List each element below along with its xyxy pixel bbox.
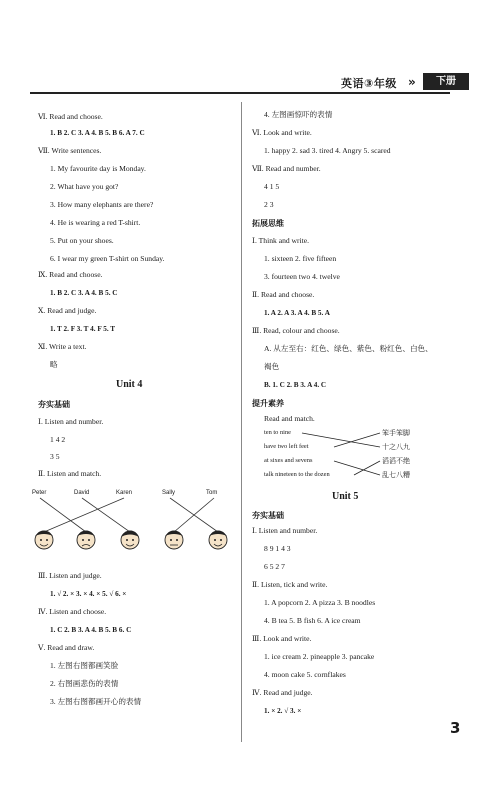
header-volume-badge: 下册 — [423, 73, 469, 90]
list-item: 3. How many elephants are there? — [50, 200, 154, 209]
list-item: 4. 左图画惊吓的表情 — [264, 110, 333, 119]
name-label: Peter — [32, 490, 47, 496]
unit-title: Unit 5 — [332, 491, 359, 502]
list-item: 2. What have you got? — [50, 182, 119, 191]
idiom-match — [264, 428, 464, 484]
answer-line: 1. B 2. C 3. A 4. B 5. B 6. A 7. C — [50, 129, 145, 137]
match-right-item: 乱七八糟 — [382, 471, 410, 479]
section-title: Ⅸ. Read and choose. — [38, 270, 103, 279]
answer-line: 1. C 2. B 3. A 4. B 5. B 6. C — [50, 626, 132, 634]
answer-line: 1. √ 2. × 3. × 4. × 5. √ 6. × — [50, 590, 127, 598]
idiom-match-lines — [264, 428, 464, 484]
answer-line: 3. fourteen two 4. twelve — [264, 272, 340, 281]
match-lines — [28, 488, 238, 558]
answer-line: 4. B tea 5. B fish 6. A ice cream — [264, 616, 361, 625]
section-title: Ⅹ. Read and judge. — [38, 306, 97, 315]
answer-line: 1 4 2 — [50, 435, 66, 444]
match-left-item: talk nineteen to the dozen — [264, 471, 330, 478]
list-item: 1. My favourite day is Monday. — [50, 164, 146, 173]
chevron-right-icon: » — [408, 75, 416, 89]
header-rule — [30, 92, 450, 94]
page-number: 3 — [450, 719, 461, 737]
name-label: Sally — [162, 490, 176, 496]
section-title: Ⅵ. Look and write. — [252, 128, 312, 137]
answer-line: 1. A popcorn 2. A pizza 3. B noodles — [264, 598, 376, 607]
column-divider — [241, 102, 242, 742]
section-title: Ⅵ. Read and choose. — [38, 112, 103, 121]
answer-line: 1. happy 2. sad 3. tired 4. Angry 5. scared — [264, 146, 391, 155]
answer-line: 2 3 — [264, 200, 274, 209]
match-right-item: 笨手笨脚 — [382, 429, 410, 437]
section-heading: 拓展思维 — [252, 219, 284, 228]
name-label: Tom — [206, 490, 218, 496]
answer-line: 4 1 5 — [264, 182, 280, 191]
section-title: Ⅶ. Write sentences. — [38, 146, 102, 155]
section-title: Ⅰ. Listen and number. — [38, 417, 104, 426]
list-item: 2. 右图画悲伤的表情 — [50, 679, 119, 688]
match-illustration — [28, 488, 238, 558]
section-title: Ⅶ. Read and number. — [252, 164, 321, 173]
list-item: 6. I wear my green T-shirt on Sunday. — [50, 254, 165, 263]
section-title: Ⅲ. Read, colour and choose. — [252, 326, 340, 335]
section-heading: 夯实基础 — [252, 511, 284, 520]
match-right-item: 十之八九 — [382, 443, 410, 451]
answer-line: 1. A 2. A 3. A 4. B 5. A — [264, 309, 330, 317]
answer-line: B. 1. C 2. B 3. A 4. C — [264, 381, 327, 389]
section-title: Ⅴ. Read and draw. — [38, 643, 95, 652]
answer-line: 1. T 2. F 3. T 4. F 5. T — [50, 325, 116, 333]
section-title: Ⅱ. Listen and match. — [38, 469, 102, 478]
match-left-item: have two left feet — [264, 443, 309, 450]
section-title: Ⅲ. Look and write. — [252, 634, 312, 643]
answer-line: 4. moon cake 5. cornflakes — [264, 670, 346, 679]
section-title: Ⅲ. Listen and judge. — [38, 571, 102, 580]
section-title: Ⅱ. Listen, tick and write. — [252, 580, 328, 589]
match-right-item: 滔滔不绝 — [382, 457, 410, 465]
header-subject: 英语③年级 — [341, 77, 397, 90]
section-heading: 提升素养 — [252, 399, 284, 408]
section-title: Ⅰ. Think and write. — [252, 236, 310, 245]
list-item: 3. 左图右图都画开心的表情 — [50, 697, 142, 706]
answer-line: 8 9 1 4 3 — [264, 544, 291, 553]
section-heading: 夯实基础 — [38, 400, 70, 409]
answer-line: 1. B 2. C 3. A 4. B 5. C — [50, 289, 118, 297]
section-title: Ⅳ. Listen and choose. — [38, 607, 107, 616]
page-header — [30, 72, 456, 96]
list-item: 5. Put on your shoes. — [50, 236, 114, 245]
match-left-item: at sixes and sevens — [264, 457, 313, 464]
answer-line: 1. × 2. √ 3. × — [264, 707, 302, 715]
section-title: Read and match. — [264, 414, 315, 423]
answer-line: A. 从左至右：红色、绿色、紫色、粉红色、白色、 — [264, 344, 433, 353]
answer-line: 略 — [50, 360, 58, 369]
answer-line: 1. sixteen 2. five fifteen — [264, 254, 337, 263]
section-title: Ⅺ. Write a text. — [38, 342, 87, 351]
section-title: Ⅳ. Read and judge. — [252, 688, 313, 697]
answer-line: 6 5 2 7 — [264, 562, 285, 571]
name-label: David — [74, 490, 90, 496]
section-title: Ⅰ. Listen and number. — [252, 526, 318, 535]
list-item: 4. He is wearing a red T-shirt. — [50, 218, 141, 227]
unit-title: Unit 4 — [116, 379, 143, 390]
match-left-item: ten to nine — [264, 429, 291, 436]
section-title: Ⅱ. Read and choose. — [252, 290, 315, 299]
answer-line: 褐色 — [264, 362, 280, 371]
list-item: 1. 左图右图都画笑脸 — [50, 661, 119, 670]
name-label: Karen — [116, 490, 133, 496]
answer-line: 3 5 — [50, 452, 60, 461]
answer-line: 1. ice cream 2. pineapple 3. pancake — [264, 652, 375, 661]
